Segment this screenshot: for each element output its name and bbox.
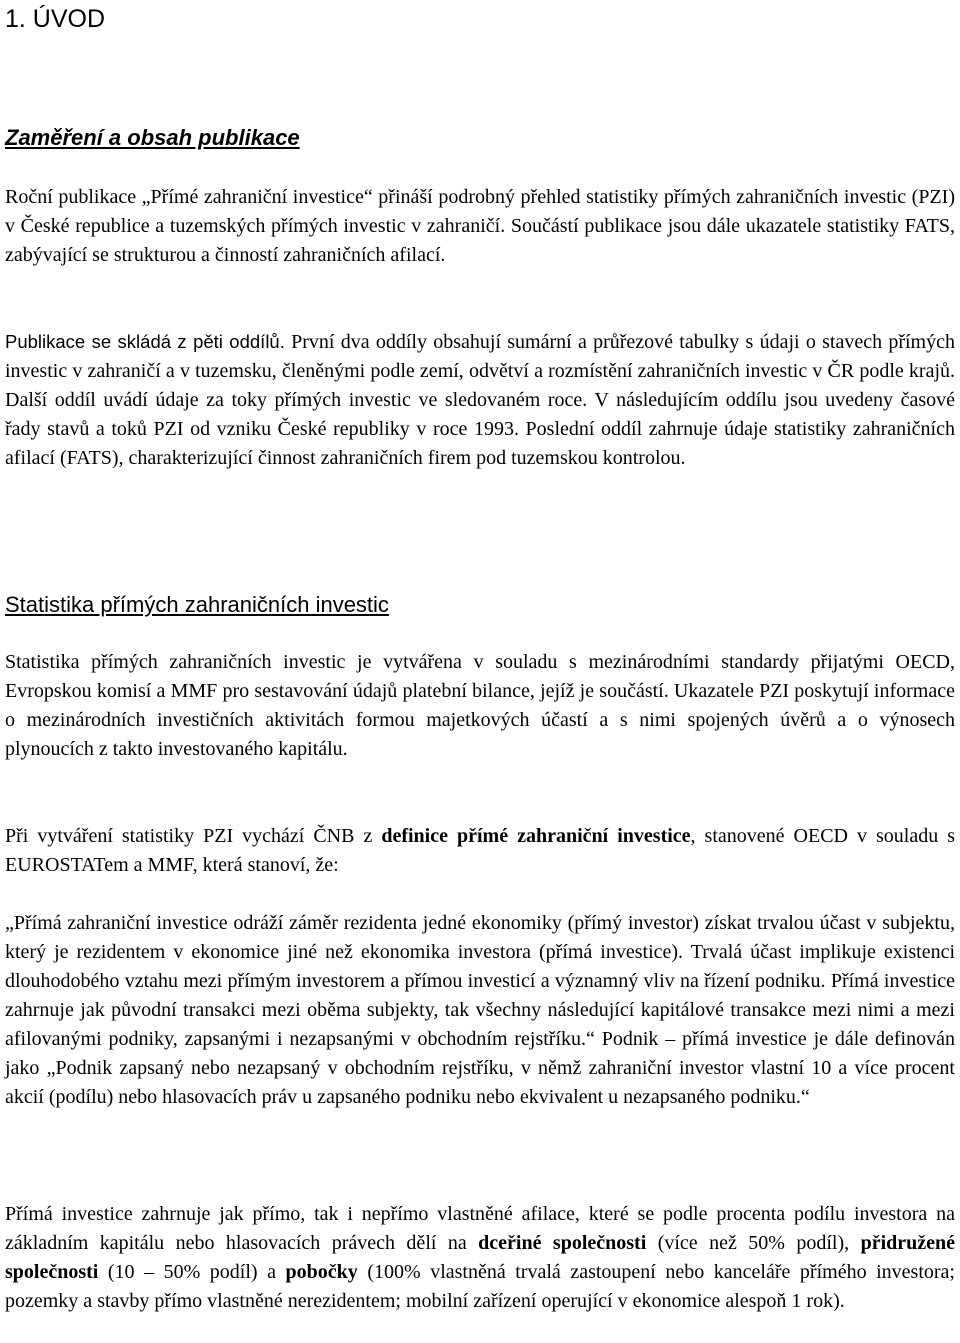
- text-run: (10 – 50% podíl) a: [98, 1261, 286, 1283]
- paragraph-publication-structure: [5, 327, 955, 473]
- paragraph-affiliate-types: [5, 1200, 955, 1316]
- bold-term-subsidiaries: dceřiné společnosti: [478, 1232, 647, 1254]
- paragraph-fdi-standards: Statistika přímých zahraničních investic je vytvářena v souladu s mezinárodními standardy přijatými OECD, Evropskou komisí a MMF pro sestavování údajů platební bilance, jejíž je součástí. Ukazatele PZI poskytují informace o mezinárodních investičních aktivitách formou majetkových účastí a s nimi spojených úvěrů a o výnosech plynoucích z takto investovaného kapitálu.: [5, 651, 955, 760]
- chapter-title: 1. ÚVOD: [5, 5, 106, 33]
- text-run: , stanovené OECD v souladu s EUROSTATem a MMF, která stanoví, že:: [5, 825, 956, 876]
- section-heading-focus-and-content: Zaměření a obsah publikace: [5, 125, 300, 150]
- text-run: Přímá investice zahrnuje jak přímo, tak i nepřímo vlastněné afilace, které se podle procenta podílu investora na základním kapitálu nebo hlasovacích právech dělí na: [5, 1203, 955, 1254]
- bold-term-branches: pobočky: [285, 1261, 358, 1283]
- text-run: Při vytváření statistiky PZI vychází ČNB z: [5, 825, 382, 847]
- text-run: (více než 50% podíl),: [646, 1232, 861, 1254]
- paragraph-fdi-definition-quote: „Přímá zahraniční investice odráží záměr rezidenta jedné ekonomiky (přímý investor) získat trvalou účast v subjektu, který je rezidentem v ekonomice jiné než ekonomika investora (přímá investice). Trvalá účast implikuje existenci dlouhodobého vztahu mezi přímým investorem a přímou investicí a významný vliv na řízení podniku. Přímá investice zahrnuje jak původní transakci mezi oběma subjekty, tak všechny následující kapitálové transakce mezi nimi a mezi afilovanými podniky, zapsanými i nezapsanými v obchodním rejstříku.“ Podnik – přímá investice je dále definován jako „Podnik zapsaný nebo nezapsaný v obchodním rejstříku, v němž zahraniční investor vlastní 10 a více procent akcií (podílu) nebo hlasovacích práv u zapsaného podniku nebo ekvivalent u nezapsaného podniku.“: [5, 912, 955, 1108]
- text-run: (100% vlastněná trvalá zastoupení nebo kanceláře přímého investora; pozemky a stavby přímo vlastněné nerezidentem; mobilní zařízení operující v ekonomice alespoň 1 rok).: [5, 1261, 955, 1312]
- bold-term-fdi-definition: definice přímé zahraniční investice: [381, 825, 691, 847]
- section-heading-fdi-statistics: Statistika přímých zahraničních investic: [5, 592, 389, 617]
- paragraph-body-text: První dva oddíly obsahují sumární a průřezové tabulky s údaji o stavech přímých investic v zahraničí a v tuzemsku, členěnými podle zemí, odvětví a rozmístění zahraničních investic v ČR podle krajů. Další oddíl uvádí údaje za toky přímých investic ve sledovaném roce. V následujícím oddílu jsou uvedeny časové řady stavů a toků PZI od vzniku České republiky v roce 1993. Poslední oddíl zahrnuje údaje statistiky zahraničních afilací (FATS), charakterizující činnost zahraničních firem pod tuzemskou kontrolou.: [5, 331, 955, 469]
- paragraph-fdi-definition-intro: [5, 822, 955, 880]
- paragraph-lead-sentence: Publikace se skládá z pěti oddílů.: [5, 331, 285, 352]
- bold-term-associates: přidružené společnosti: [5, 1232, 956, 1283]
- paragraph-publication-overview: Roční publikace „Přímé zahraniční investice“ přináší podrobný přehled statistiky přímých zahraničních investic (PZI) v České republice a tuzemských přímých investic v zahraničí. Součástí publikace jsou dále ukazatele statistiky FATS, zabývající se strukturou a činností zahraničních afilací.: [5, 186, 955, 266]
